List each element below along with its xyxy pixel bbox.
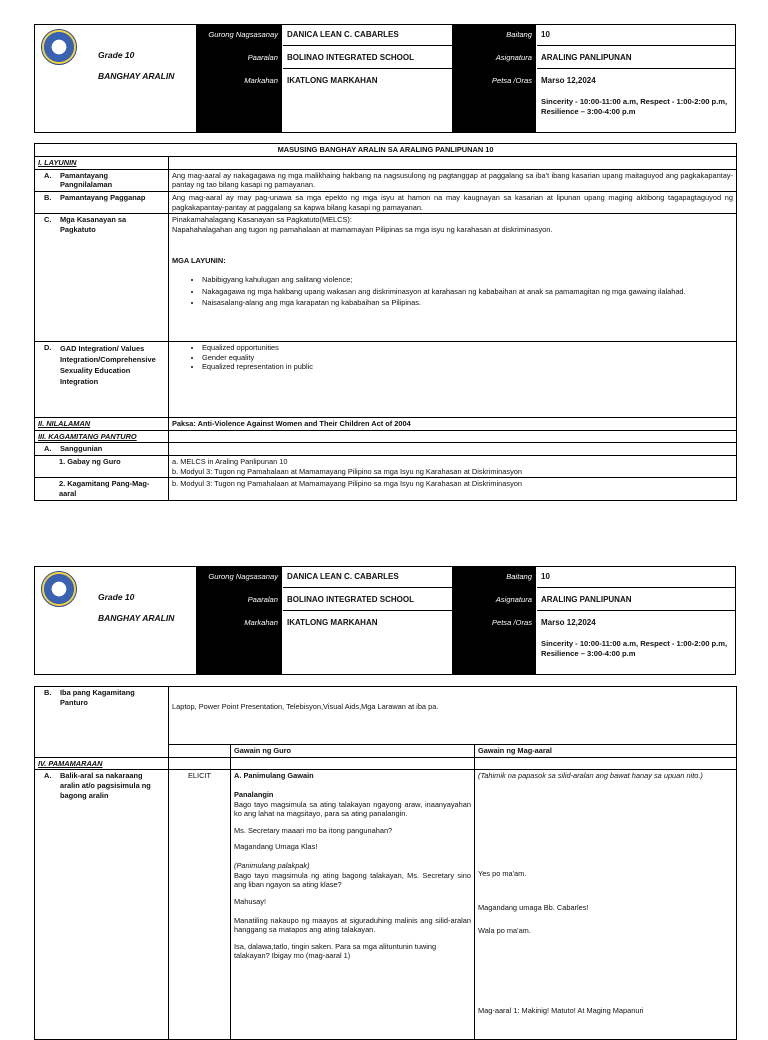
plan-title: MASUSING BANGHAY ARALIN SA ARALING PANLIPUNAN 10 [35,144,737,157]
header-divider-1 [283,587,452,588]
label-gurong: Gurong Nagsasanay [208,572,278,581]
value-baitang: 10 [541,30,550,39]
deped-seal-icon [41,29,77,65]
list-item: • Equalized representation in public [202,362,733,372]
row-iba-label: B. Iba pang Kagamitang Panturo [35,687,169,745]
value-petsa: Marso 12,2024 [541,76,596,85]
label-petsa: Petsa /Oras [491,618,532,627]
label-markahan: Markahan [244,76,278,85]
list-item: • Naisasalang-alang ang mga karapatan ng kababaihan sa Pilipinas. [202,298,733,308]
col-gawain-guro: Gawain ng Guro [231,745,475,758]
value-markahan: IKATLONG MARKAHAN [287,76,378,85]
stage-label: ELICIT [169,770,231,1040]
paksa-text: Paksa: Anti-Violence Against Women and Their Children Act of 2004 [169,418,737,431]
row-kasanayan-label: C. Mga Kasanayan sa Pagkatuto [35,214,169,342]
value-baitang: 10 [541,572,550,581]
row-kagamitang-text: b. Modyul 3: Tugon ng Pamahalaan at Mamamayang Pilipino sa mga Isyu ng Karahasan at Diskriminasyon [169,478,737,500]
panalangin-heading: Panalangin [234,789,274,799]
label-asignatura: Asignatura [495,53,532,62]
value-paaralan: BOLINAO INTEGRATED SCHOOL [287,595,414,604]
value-asignatura: ARALING PANLIPUNAN [541,595,632,604]
panimula-heading: A. Panimulang Gawain [234,771,314,781]
list-item: • Nakagagawa ng mga hakbang upang wakasan ang diskriminasyon at karahasan ng kababaihan at anak sa pamamagitan ng mga gawaing ilalahad. [202,287,733,297]
label-baitang: Baitang [506,30,532,39]
grade-label: Grade 10 [98,50,135,60]
header-divider-2 [283,610,452,611]
value-gurong: DANICA LEAN C. CABARLES [287,572,399,581]
value-paaralan: BOLINAO INTEGRATED SCHOOL [287,53,414,62]
list-item: • Gender equality [202,353,733,363]
section-nilalaman: II. NILALAMAN [35,418,169,431]
label-paaralan: Paaralan [247,595,278,604]
layunin-heading: MGA LAYUNIN: [172,256,226,266]
header-divider-2 [283,68,452,69]
gad-list [172,343,733,372]
layunin-list [172,275,733,308]
col-gawain-mag-aaral: Gawain ng Mag-aaral [475,745,737,758]
header-divider-3 [537,587,736,588]
section-pamamaraan: IV. PAMAMARAAN [35,757,169,770]
label-baitang: Baitang [506,572,532,581]
deped-seal-icon [41,571,77,607]
grade-label: Grade 10 [98,592,135,602]
label-gurong: Gurong Nagsasanay [208,30,278,39]
row-balik-aral-label: A. Balik-aral sa nakaraang aralin at/o pagsisimula ng bagong aralin [35,770,169,1040]
header-divider-4 [537,610,736,611]
doc-type-label: BANGHAY ARALIN [98,613,175,623]
row-pagganap-label: B. Pamantayang Pagganap [35,191,169,213]
student-activity: (Tahimik na papasok sa silid-aralan ang bawat hanay sa upuan nito.) Yes po ma'am. Magandang umaga Bb. Cabarles! Wala po ma'am. Mag-aaral 1: Makinig! Matuto! At Maging Mapanuri [475,770,737,1040]
row-pangnilalaman-label: A. Pamantayang Pangnilalaman [35,169,169,191]
melcs-text: Napahahalagahan ang tugon ng pamahalaan at mamamayan Pilipinas sa mga isyu ng karahasan at diskriminasyon. [172,224,553,234]
melcs-heading: Pinakamahalagang Kasanayan sa Pagkatuto(MELCS): [172,215,352,225]
row-gabay-text: a. MELCS in Araling Panlipunan 10 b. Modyul 3: Tugon ng Pamahalaan at Mamamayang Pilipino sa mga Isyu ng Karahasan at Diskriminasyon [169,456,737,478]
row-kagamitang-label: 2. Kagamitang Pang-Mag-aaral [35,478,169,500]
value-gurong: DANICA LEAN C. CABARLES [287,30,399,39]
header-divider-1 [283,45,452,46]
row-iba-text: Laptop, Power Point Presentation, Telebisyon,Visual Aids,Mga Larawan at iba pa. [169,687,737,745]
row-gad-text [169,342,737,418]
header-divider-3 [537,45,736,46]
lesson-plan-table [34,143,737,501]
value-petsa: Marso 12,2024 [541,618,596,627]
label-markahan: Markahan [244,618,278,627]
row-pangnilalaman-text: Ang mag-aaral ay nakagagawa ng mga malikhaing hakbang na nagsusulong ng pagtanggap at paggalang sa iba't ibang kasarian upang maitaguyod ang pagkakapantay-pantay ng tao bilang kasapi ng pamayanan. [169,169,737,191]
doc-type-label: BANGHAY ARALIN [98,71,175,81]
section-kagamitan: III. KAGAMITANG PANTURO [35,430,169,443]
row-gad-label: D. GAD Integration/ Values Integration/Comprehensive Sexuality Education Integration [35,342,169,418]
header-divider-4 [537,68,736,69]
row-sanggunian-label: A. Sanggunian [35,443,169,456]
list-item: • Nabibigyang kahulugan ang salitang violence; [202,275,733,285]
value-schedule: Sincerity - 10:00-11:00 a.m, Respect - 1:00-2:00 p.m, Resilience – 3:00-4:00 p.m [541,97,728,116]
row-gabay-label: 1. Gabay ng Guro [35,456,169,478]
label-asignatura: Asignatura [495,595,532,604]
list-item: • Equalized opportunities [202,343,733,353]
label-petsa: Petsa /Oras [491,76,532,85]
value-asignatura: ARALING PANLIPUNAN [541,53,632,62]
section-layunin: I. LAYUNIN [35,157,169,170]
label-paaralan: Paaralan [247,53,278,62]
row-pagganap-text: Ang mag-aaral ay may pag-unawa sa mga epekto ng mga isyu at hamon na may kaugnayan sa kasarian at lipunan upang maging aktibong tagapagtaguyod ng pagkakapantay-pantay at paggalang sa kapwa bilang kasapi ng pamayanan. [169,191,737,213]
procedure-table [34,686,737,1040]
value-markahan: IKATLONG MARKAHAN [287,618,378,627]
teacher-activity: A. Panimulang Gawain Panalangin Bago tayo magsimula sa ating talakayan ngayong araw, inaanyayahan ko ang lahat na magsitayo, para sa ating panalangin. Ms. Secretary maaari mo ba itong pangunahan? Magandang Umaga Klas! (Panimulang palakpak) Bago tayo magsimula ng ating bagong talakayan, Ms. Secretary sino ang liban ngayon sa ating klase? Mahusay! Manatiling nakaupo ng maayos at siguraduhing malinis ang silid-aralan hanggang sa matapos ang ating talakayan. Isa, dalawa,tatlo, tingin saken. Para sa mga alituntunin tuwing talakayan? Ibigay mo (mag-aaral 1) [231,770,475,1040]
row-kasanayan-text [169,214,737,342]
value-schedule: Sincerity - 10:00-11:00 a.m, Respect - 1:00-2:00 p.m, Resilience – 3:00-4:00 p.m [541,639,728,658]
